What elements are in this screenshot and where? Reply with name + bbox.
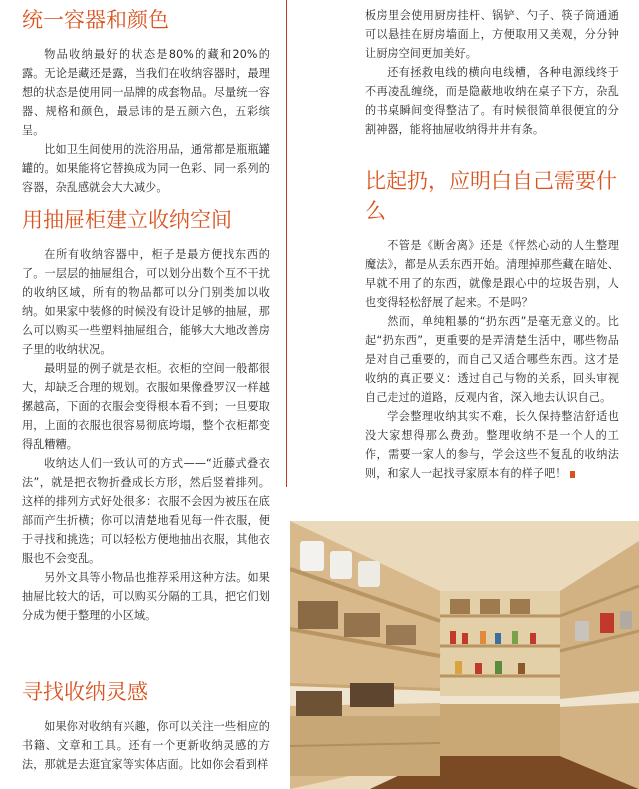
- paragraph: 在所有收纳容器中，柜子是最方便找东西的了。一层层的抽屉组合，可以划分出数个互不干扰的收纳区域，所有的物品都可以分门别类加以收纳。如果家中装修的时候没有设计足够的抽屉，那么可以购买一些塑料抽屉组合，能够大大地改善房子里的收纳状况。: [22, 248, 270, 356]
- paragraph: 另外文具等小物品也推荐采用这种方法。如果抽屉比较大的话，可以购买分隔的工具，把它们划分成为便于整理的小区域。: [22, 571, 270, 622]
- end-mark-icon: [570, 471, 575, 478]
- pantry-illustration: [290, 521, 639, 789]
- paragraph: 比如卫生间使用的洗浴用品，通常都是瓶瓶罐罐的。如果能将它替换成为同一色彩、同一系列的容器，杂乱感就会大大减少。: [22, 143, 270, 194]
- paragraph-final: [365, 407, 619, 483]
- paragraph: 还有拯救电线的横向电线槽，各种电源线终于不再凌乱缠绕，而是隐蔽地收纳在桌子下方，杂乱的书桌瞬间变得整洁了。有时候很简单很便宜的分割神器，能将抽屉收纳得井井有条。: [365, 66, 619, 136]
- paragraph-final-text: 学会整理收纳其实不难，长久保持整洁舒适也没大家想得那么费劲。整理收纳不是一个人的工作，需要一家人的参与，学会这些不复乱的收纳法则，和家人一起找寻家原本有的样子吧！: [365, 410, 619, 480]
- paragraph: 最明显的例子就是衣柜。衣柜的空间一般都很大，却缺乏合理的规划。衣服如果像叠罗汉一样越摞越高，下面的衣服会变得根本看不到；一旦要取用，上面的衣服也很容易彻底垮塌，整个衣柜都变得乱糟糟。: [22, 362, 270, 451]
- section-heading: 统一容器和颜色: [22, 8, 169, 32]
- section-uniform-containers: [22, 5, 270, 197]
- section-storage-inspiration: [22, 677, 270, 774]
- paragraph: 如果你对收纳有兴趣，你可以关注一些相应的书籍、文章和工具。还有一个更新收纳灵感的方法，那就是去逛宜家等实体店面。比如你会看到样: [22, 720, 270, 771]
- paragraph: 物品收纳最好的状态是80%的藏和20%的露。无论是藏还是露，当我们在收纳容器时，最理想的状态是使用同一品牌的成套物品。尽量统一容器、规格和颜色，最忌讳的是五颜六色，五彩缤呈。: [22, 48, 270, 137]
- section-know-what-you-need: [365, 166, 619, 483]
- section-drawer-storage: [22, 205, 270, 625]
- continued-text: [365, 6, 619, 139]
- paragraph: 不管是《断舍离》还是《怦然心动的人生整理魔法》，都是从丢东西开始。清理掉那些藏在暗处、早就不用了的东西，就像是跟心中的垃圾告别，人也变得轻松舒展了起来。不是吗？: [365, 239, 619, 309]
- paragraph-continued: 板房里会使用厨房挂杆、锅铲、勺子、筷子筒通通可以悬挂在厨房墙面上，方便取用又美观，分分钟让厨房空间更加美好。: [365, 9, 619, 60]
- paragraph: 然而，单纯粗暴的“扔东西”是毫无意义的。比起“扔东西”，更重要的是弄清楚生活中，哪些物品是对自己重要的，而自己又适合哪些东西。这才是收纳的真正要义：透过自己与物的关系，回头审视自己走过的道路，反观内省，深入地去认识自己。: [365, 315, 619, 404]
- section-heading: 用抽屉柜建立收纳空间: [22, 208, 232, 232]
- pantry-photo: [290, 521, 639, 789]
- section-heading: 比起扔，应明白自己需要什么: [365, 169, 617, 223]
- paragraph: 收纳达人们一致认可的方式——“近藤式叠衣法”，就是把衣物折叠成长方形，然后竖着排列。这样的排列方式好处很多：衣服不会因为被压在底部而产生折横；你可以清楚地看见每一件衣服，便于寻找和挑选；可以轻松方便地抽出衣服，其他衣服也不会变乱。: [22, 457, 270, 565]
- section-heading: 寻找收纳灵感: [22, 680, 148, 704]
- column-divider: [286, 0, 287, 487]
